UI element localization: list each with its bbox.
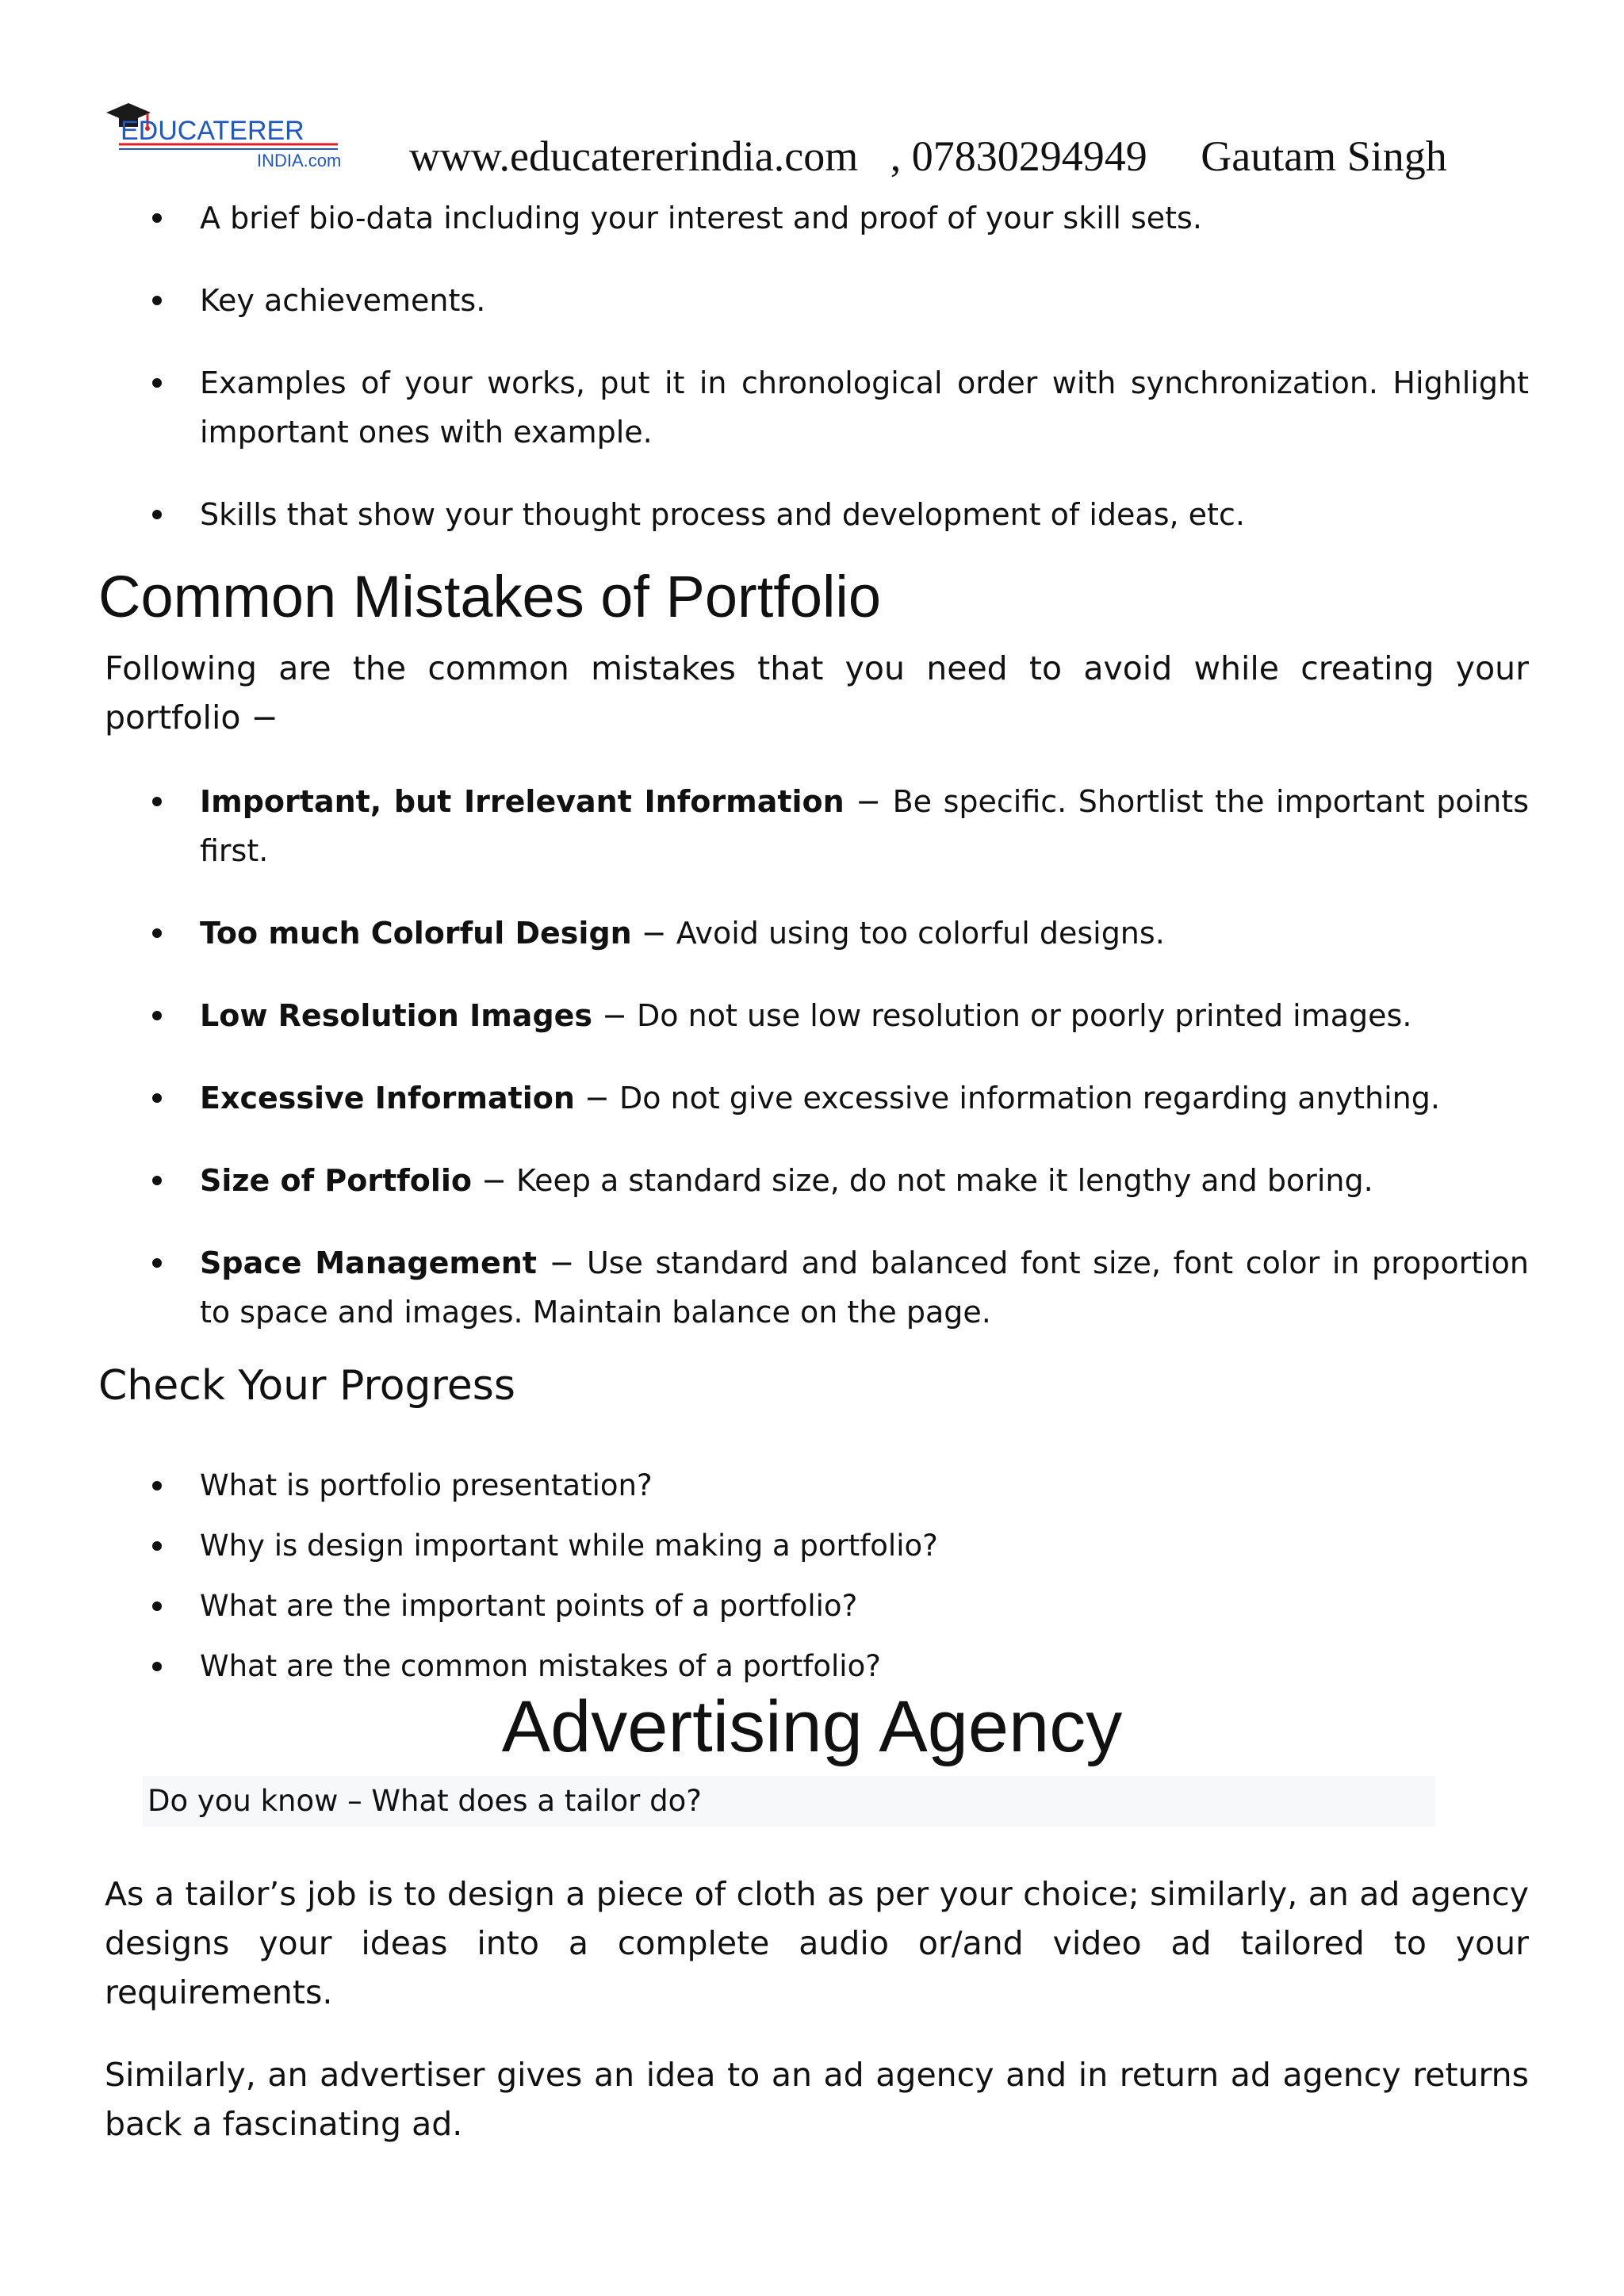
question-text: What is portfolio presentation? <box>200 1468 653 1502</box>
bullet-icon <box>152 296 162 305</box>
page-header <box>409 132 1447 181</box>
agency-paragraph-1: As a tailor’s job is to design a piece of cloth as per your choice; similarly, an ad agency designs your ideas into a complete audio or/and video ad tailored to your requirements. <box>105 1875 1529 2011</box>
bullet-icon <box>152 1662 162 1671</box>
list-item <box>155 1465 653 1506</box>
mistake-term: Important, but Irrelevant Information <box>200 784 845 819</box>
bullet-icon <box>152 928 162 938</box>
mistake-term: Too much Colorful Design <box>200 916 632 951</box>
list-item <box>155 1073 1529 1123</box>
list-item <box>155 909 1529 958</box>
mistake-term: Size of Portfolio <box>200 1163 473 1198</box>
agency-paragraph-2: Similarly, an advertiser gives an idea to an ad agency and in return ad agency returns back a fascinating ad. <box>105 2056 1529 2143</box>
list-item <box>155 1238 1529 1337</box>
bullet-icon <box>152 797 162 806</box>
mistake-term: Space Management <box>200 1246 537 1280</box>
bullet-icon <box>152 1176 162 1185</box>
mistakes-intro: Following are the common mistakes that you need to avoid while creating your portfolio − <box>105 649 1529 737</box>
bullet-icon <box>152 1093 162 1103</box>
list-item <box>155 193 1529 243</box>
educaterer-india-logo <box>102 100 387 171</box>
bullet-icon <box>152 213 162 223</box>
bullet-icon <box>152 1011 162 1020</box>
list-item <box>155 991 1529 1040</box>
question-text: What are the important points of a portfolio? <box>200 1589 858 1623</box>
question-text: Why is design important while making a portfolio? <box>200 1529 938 1563</box>
mistake-desc: − Be specific. Shortlist the important points first. <box>200 784 1529 868</box>
mistake-term: Excessive Information <box>200 1081 575 1115</box>
list-item <box>155 276 1529 325</box>
bullet-icon <box>152 378 162 388</box>
mistake-desc: − Do not give excessive information regarding anything. <box>574 1081 1440 1115</box>
list-item <box>155 490 1529 539</box>
section-heading-progress: Check Your Progress <box>98 1362 515 1410</box>
list-item-text: Key achievements. <box>200 283 486 318</box>
bullet-icon <box>152 1258 162 1268</box>
section-heading-mistakes: Common Mistakes of Portfolio <box>98 564 882 629</box>
mistake-desc: − Keep a standard size, do not make it lengthy and boring. <box>472 1163 1373 1198</box>
header-author: Gautam Singh <box>1201 132 1447 180</box>
list-item <box>155 1156 1529 1205</box>
mistake-desc: − Avoid using too colorful designs. <box>631 916 1165 951</box>
mistake-desc: − Use standard and balanced font size, font color in proportion to space and images. Maintain balance on the page. <box>200 1246 1530 1330</box>
list-item-text: Examples of your works, put it in chronological order with synchronization. Highlight important ones with example. <box>200 365 1529 450</box>
logo-line1: EDUCATERER <box>121 116 304 146</box>
mistake-term: Low Resolution Images <box>200 998 593 1033</box>
list-item <box>155 1586 857 1627</box>
list-item-text: Skills that show your thought process and development of ideas, etc. <box>200 497 1245 532</box>
list-item-text: A brief bio-data including your interest and proof of your skill sets. <box>200 201 1202 235</box>
mistake-desc: − Do not use low resolution or poorly printed images. <box>592 998 1412 1033</box>
bullet-icon <box>152 1481 162 1490</box>
list-item <box>155 1646 881 1687</box>
header-website: www.educatererindia.com <box>409 132 859 180</box>
list-item <box>155 1525 938 1567</box>
list-item <box>155 777 1529 875</box>
logo-line2: INDIA.com <box>257 151 342 170</box>
bullet-icon <box>152 1541 162 1551</box>
header-phone: , 07830294949 <box>890 132 1147 180</box>
list-item <box>155 358 1529 457</box>
question-text: What are the common mistakes of a portfolio? <box>200 1649 881 1683</box>
bullet-icon <box>152 1601 162 1611</box>
do-you-know-text: Do you know – What does a tailor do? <box>147 1784 702 1818</box>
bullet-icon <box>152 510 162 519</box>
section-heading-agency: Advertising Agency <box>501 1686 1123 1767</box>
